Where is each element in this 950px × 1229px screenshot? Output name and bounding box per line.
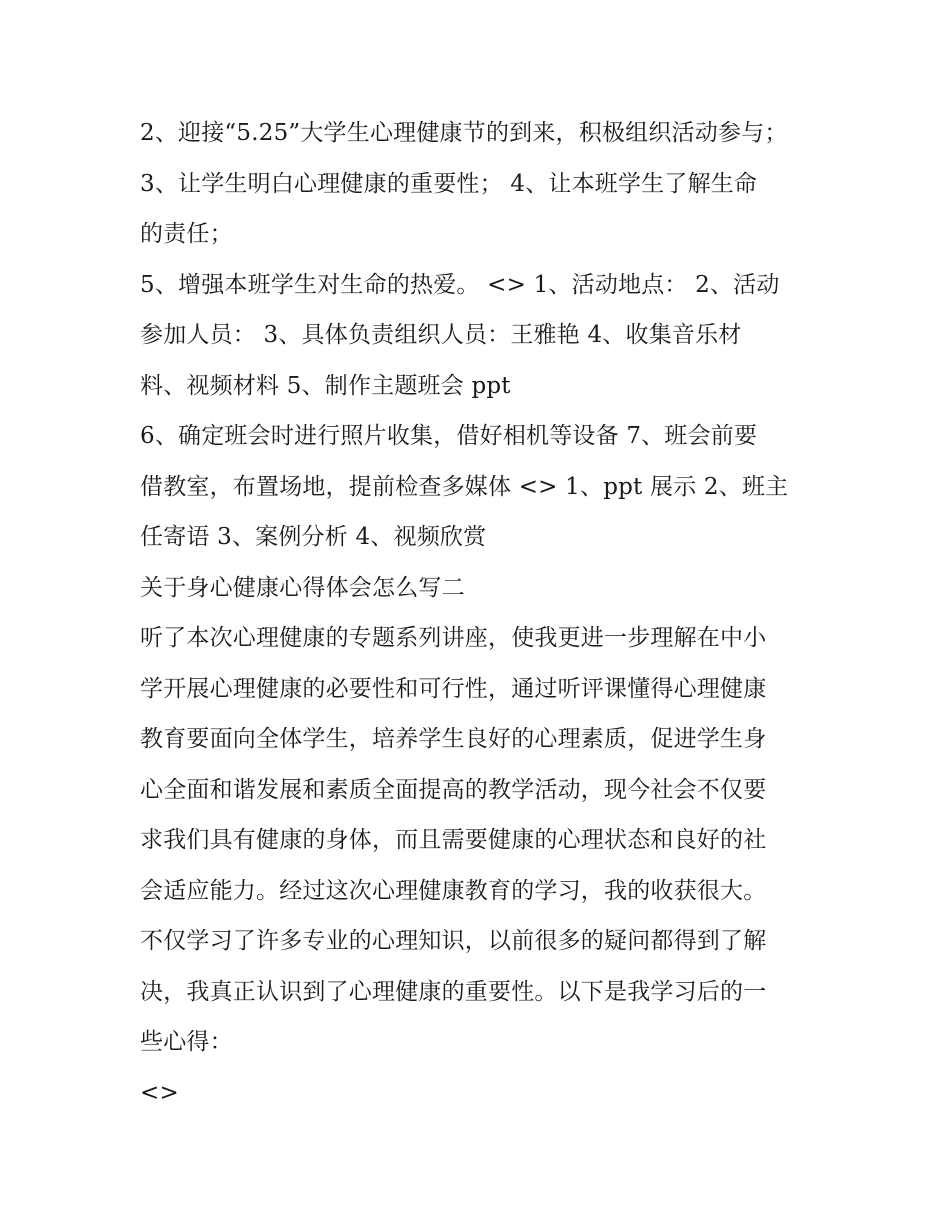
text-line: 3、让学生明白心理健康的重要性； 4、让本班学生了解生命 [140, 170, 758, 197]
text-line: 心全面和谐发展和素质全面提高的教学活动，现今社会不仅要 [140, 776, 767, 803]
text-line: 不仅学习了许多专业的心理知识，以前很多的疑问都得到了解 [140, 928, 767, 954]
text-line: 2、迎接“5.25”大学生心理健康节的到来，积极组织活动参与； [140, 120, 788, 146]
text-line: 参加人员： 3、具体负责组织人员：王雅艳 4、收集音乐材 [140, 322, 742, 348]
text-line: 听了本次心理健康的专题系列讲座，使我更进一步理解在中小 [140, 625, 767, 651]
text-line: 学开展心理健康的必要性和可行性，通过听评课懂得心理健康 [140, 675, 767, 702]
text-line: 会适应能力。经过这次心理健康教育的学习，我的收获很大。 [140, 877, 767, 904]
section-heading: 关于身心健康心得体会怎么写二 [140, 574, 465, 601]
text-line: 的责任； [140, 221, 233, 247]
text-line: 6、确定班会时进行照片收集，借好相机等设备 7、班会前要 [140, 423, 758, 449]
text-line: 任寄语 3、案例分析 4、视频欣赏 [140, 524, 487, 550]
text-line: 决，我真正认识到了心理健康的重要性。以下是我学习后的一 [140, 978, 767, 1005]
text-line: 5、增强本班学生对生命的热爱。 <> 1、活动地点： 2、活动 [140, 271, 780, 298]
text-line: 些心得： [140, 1029, 233, 1055]
text-line: 借教室，布置场地，提前检查多媒体 <> 1、ppt 展示 2、班主 [140, 473, 789, 500]
text-line: <> [140, 1079, 179, 1106]
document-body [140, 108, 830, 1118]
text-line: 料、视频材料 5、制作主题班会 ppt [140, 372, 511, 399]
text-line: 求我们具有健康的身体，而且需要健康的心理状态和良好的社 [140, 827, 767, 853]
text-line: 教育要面向全体学生，培养学生良好的心理素质，促进学生身 [140, 726, 767, 752]
